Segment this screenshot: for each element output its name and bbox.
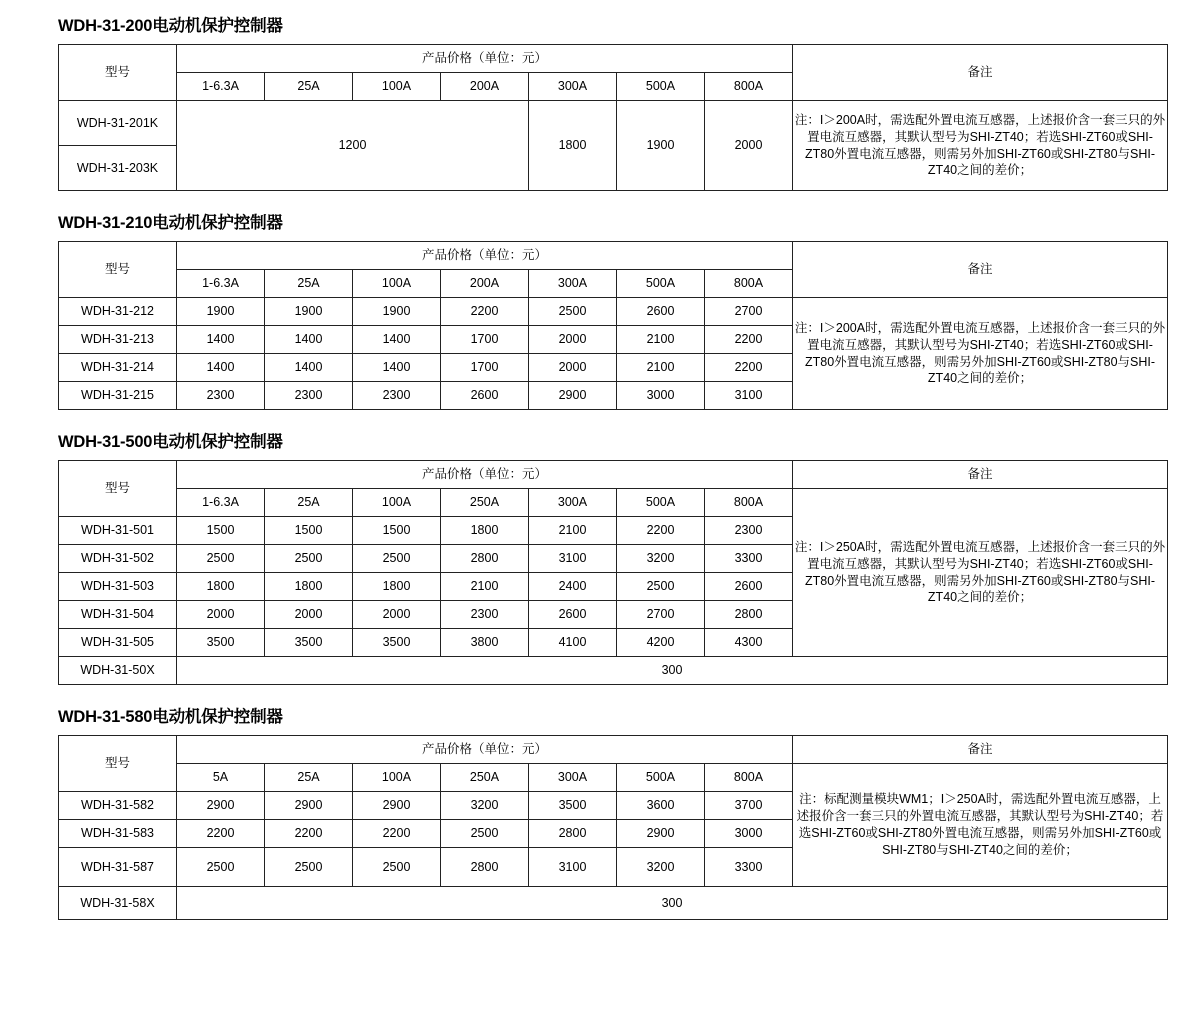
table-header-row (59, 736, 1168, 764)
section-title: WDH-31-500电动机保护控制器 (58, 433, 283, 451)
section-title: WDH-31-580电动机保护控制器 (58, 708, 283, 726)
header-price-group: 产品价格（单位：元） (177, 45, 793, 73)
price-cell: 2200 (441, 298, 529, 326)
header-model: 型号 (59, 242, 177, 298)
price-cell: 2600 (617, 298, 705, 326)
section-wdh-31-200 (58, 0, 1166, 191)
price-cell: 2600 (441, 382, 529, 410)
table-header-row (59, 45, 1168, 73)
header-model: 型号 (59, 736, 177, 792)
price-cell: 3100 (529, 848, 617, 887)
table-subheader-row (59, 489, 1168, 517)
header-current-3: 200A (441, 270, 529, 298)
price-cell: 1900 (265, 298, 353, 326)
model-cell: WDH-31-502 (59, 545, 177, 573)
header-current-2: 100A (353, 764, 441, 792)
header-current-3: 250A (441, 489, 529, 517)
price-cell: 2500 (529, 298, 617, 326)
model-cell: WDH-31-201K (59, 101, 177, 146)
section-wdh-31-580 (58, 691, 1164, 920)
table-row (59, 298, 1168, 326)
header-model: 型号 (59, 461, 177, 517)
price-cell: 2200 (705, 354, 793, 382)
table-footer-row (59, 657, 1168, 685)
price-800a: 2000 (705, 101, 793, 191)
price-cell: 1800 (265, 573, 353, 601)
price-cell: 3200 (441, 792, 529, 820)
table-subheader-row (59, 764, 1168, 792)
merged-price-footer: 300 (177, 887, 1168, 920)
section-wdh-31-210 (58, 197, 1166, 410)
price-cell: 1900 (177, 298, 265, 326)
merged-price-footer: 300 (177, 657, 1168, 685)
price-cell: 4300 (705, 629, 793, 657)
price-cell: 3600 (617, 792, 705, 820)
price-cell: 3100 (529, 545, 617, 573)
header-remark: 备注 (793, 242, 1168, 298)
header-current-2: 100A (353, 270, 441, 298)
price-cell: 2900 (265, 792, 353, 820)
model-cell: WDH-31-583 (59, 820, 177, 848)
price-cell: 2500 (177, 545, 265, 573)
header-current-6: 800A (705, 489, 793, 517)
price-cell: 2200 (705, 326, 793, 354)
model-cell: WDH-31-213 (59, 326, 177, 354)
header-current-2: 100A (353, 73, 441, 101)
price-cell: 2100 (617, 354, 705, 382)
header-remark: 备注 (793, 736, 1168, 764)
model-cell: WDH-31-587 (59, 848, 177, 887)
model-cell: WDH-31-50X (59, 657, 177, 685)
model-cell: WDH-31-501 (59, 517, 177, 545)
price-cell: 2000 (177, 601, 265, 629)
price-cell: 1700 (441, 354, 529, 382)
price-cell: 3000 (705, 820, 793, 848)
table-row (59, 101, 1168, 146)
price-table (58, 44, 1168, 191)
header-remark: 备注 (793, 461, 1168, 489)
price-cell: 2600 (529, 601, 617, 629)
price-cell: 2800 (441, 848, 529, 887)
header-current-2: 100A (353, 489, 441, 517)
model-cell: WDH-31-504 (59, 601, 177, 629)
header-current-0: 1-6.3A (177, 489, 265, 517)
price-cell: 2300 (265, 382, 353, 410)
header-current-0: 1-6.3A (177, 270, 265, 298)
section-wdh-31-500 (58, 416, 1166, 685)
header-price-group: 产品价格（单位：元） (177, 461, 793, 489)
price-500a: 1900 (617, 101, 705, 191)
table-footer-row (59, 887, 1168, 920)
price-cell: 3200 (617, 545, 705, 573)
price-cell: 3200 (617, 848, 705, 887)
price-cell: 2100 (617, 326, 705, 354)
price-cell: 1800 (441, 517, 529, 545)
price-cell: 2000 (353, 601, 441, 629)
price-cell: 3500 (529, 792, 617, 820)
price-cell: 2200 (177, 820, 265, 848)
header-current-1: 25A (265, 73, 353, 101)
price-cell: 2900 (177, 792, 265, 820)
price-cell: 1700 (441, 326, 529, 354)
remark-cell: 注：I＞200A时，需选配外置电流互感器，上述报价含一套三只的外置电流互感器，其默认型号为SHI-ZT40；若选SHI-ZT60或SHI-ZT80外置电流互感器，则需另外加SHI-ZT60或SHI-ZT80与SHI-ZT40之间的差价； (793, 101, 1168, 191)
header-current-6: 800A (705, 73, 793, 101)
model-cell: WDH-31-215 (59, 382, 177, 410)
price-cell: 1400 (265, 354, 353, 382)
header-current-4: 300A (529, 489, 617, 517)
price-cell: 3700 (705, 792, 793, 820)
price-cell: 2500 (177, 848, 265, 887)
header-current-1: 25A (265, 764, 353, 792)
model-cell: WDH-31-203K (59, 146, 177, 191)
price-cell: 2000 (265, 601, 353, 629)
price-cell: 1400 (353, 354, 441, 382)
model-cell: WDH-31-214 (59, 354, 177, 382)
price-cell: 2900 (617, 820, 705, 848)
price-cell: 2600 (705, 573, 793, 601)
price-cell: 2300 (705, 517, 793, 545)
header-current-3: 200A (441, 73, 529, 101)
price-cell: 3000 (617, 382, 705, 410)
price-cell: 1800 (177, 573, 265, 601)
model-cell: WDH-31-503 (59, 573, 177, 601)
price-cell: 2500 (353, 545, 441, 573)
merged-price-1-200: 1200 (177, 101, 529, 191)
price-cell: 4200 (617, 629, 705, 657)
model-cell: WDH-31-58X (59, 887, 177, 920)
price-cell: 2900 (353, 792, 441, 820)
price-300a: 1800 (529, 101, 617, 191)
price-cell: 2300 (177, 382, 265, 410)
table-header-row (59, 461, 1168, 489)
price-cell: 2900 (529, 382, 617, 410)
price-cell: 2300 (441, 601, 529, 629)
price-cell: 2300 (353, 382, 441, 410)
price-cell: 2800 (529, 820, 617, 848)
price-cell: 2500 (353, 848, 441, 887)
price-cell: 4100 (529, 629, 617, 657)
price-cell: 2000 (529, 326, 617, 354)
price-cell: 2700 (705, 298, 793, 326)
model-cell: WDH-31-505 (59, 629, 177, 657)
model-cell: WDH-31-212 (59, 298, 177, 326)
price-cell: 2000 (529, 354, 617, 382)
price-cell: 1900 (353, 298, 441, 326)
header-current-5: 500A (617, 270, 705, 298)
price-cell: 2800 (441, 545, 529, 573)
header-current-4: 300A (529, 73, 617, 101)
price-table (58, 241, 1168, 410)
header-current-6: 800A (705, 764, 793, 792)
price-cell: 1400 (353, 326, 441, 354)
price-cell: 2500 (441, 820, 529, 848)
price-cell: 3100 (705, 382, 793, 410)
price-cell: 2200 (265, 820, 353, 848)
price-cell: 3500 (265, 629, 353, 657)
price-cell: 2700 (617, 601, 705, 629)
price-cell: 2500 (265, 545, 353, 573)
price-cell: 3300 (705, 545, 793, 573)
header-current-6: 800A (705, 270, 793, 298)
header-current-4: 300A (529, 764, 617, 792)
price-cell: 1800 (353, 573, 441, 601)
model-cell: WDH-31-582 (59, 792, 177, 820)
price-cell: 1400 (177, 326, 265, 354)
price-cell: 1400 (265, 326, 353, 354)
price-cell: 1500 (353, 517, 441, 545)
section-title: WDH-31-200电动机保护控制器 (58, 17, 283, 35)
section-title: WDH-31-210电动机保护控制器 (58, 214, 283, 232)
price-cell: 1500 (265, 517, 353, 545)
header-model: 型号 (59, 45, 177, 101)
header-current-1: 25A (265, 489, 353, 517)
header-remark: 备注 (793, 45, 1168, 101)
price-cell: 2100 (529, 517, 617, 545)
price-cell: 2100 (441, 573, 529, 601)
price-cell: 3800 (441, 629, 529, 657)
price-cell: 2200 (617, 517, 705, 545)
price-cell: 2500 (265, 848, 353, 887)
header-current-4: 300A (529, 270, 617, 298)
price-cell: 2800 (705, 601, 793, 629)
header-current-5: 500A (617, 489, 705, 517)
price-table (58, 460, 1168, 685)
header-current-0: 1-6.3A (177, 73, 265, 101)
price-cell: 2200 (353, 820, 441, 848)
header-current-5: 500A (617, 764, 705, 792)
price-cell: 3500 (177, 629, 265, 657)
price-cell: 1400 (177, 354, 265, 382)
price-cell: 3300 (705, 848, 793, 887)
price-cell: 2400 (529, 573, 617, 601)
header-price-group: 产品价格（单位：元） (177, 242, 793, 270)
remark-cell: 注：I＞250A时，需选配外置电流互感器，上述报价含一套三只的外置电流互感器，其默认型号为SHI-ZT40；若选SHI-ZT60或SHI-ZT80外置电流互感器，则需另外加SHI-ZT60或SHI-ZT80与SHI-ZT40之间的差价； (793, 489, 1168, 657)
header-price-group: 产品价格（单位：元） (177, 736, 793, 764)
header-current-1: 25A (265, 270, 353, 298)
price-cell: 2500 (617, 573, 705, 601)
header-current-3: 250A (441, 764, 529, 792)
remark-cell: 注：I＞200A时，需选配外置电流互感器，上述报价含一套三只的外置电流互感器，其默认型号为SHI-ZT40；若选SHI-ZT60或SHI-ZT80外置电流互感器，则需另外加SHI-ZT60或SHI-ZT80与SHI-ZT40之间的差价； (793, 298, 1168, 410)
price-cell: 1500 (177, 517, 265, 545)
price-table (58, 735, 1168, 920)
header-current-5: 500A (617, 73, 705, 101)
table-header-row (59, 242, 1168, 270)
remark-cell: 注：标配测量模块WM1；I＞250A时，需选配外置电流互感器，上述报价含一套三只的外置电流互感器，其默认型号为SHI-ZT40；若选SHI-ZT60或SHI-ZT80外置电流互感器，则需另外加SHI-ZT60或SHI-ZT80与SHI-ZT40之间的差价； (793, 764, 1168, 887)
header-current-0: 5A (177, 764, 265, 792)
price-cell: 3500 (353, 629, 441, 657)
